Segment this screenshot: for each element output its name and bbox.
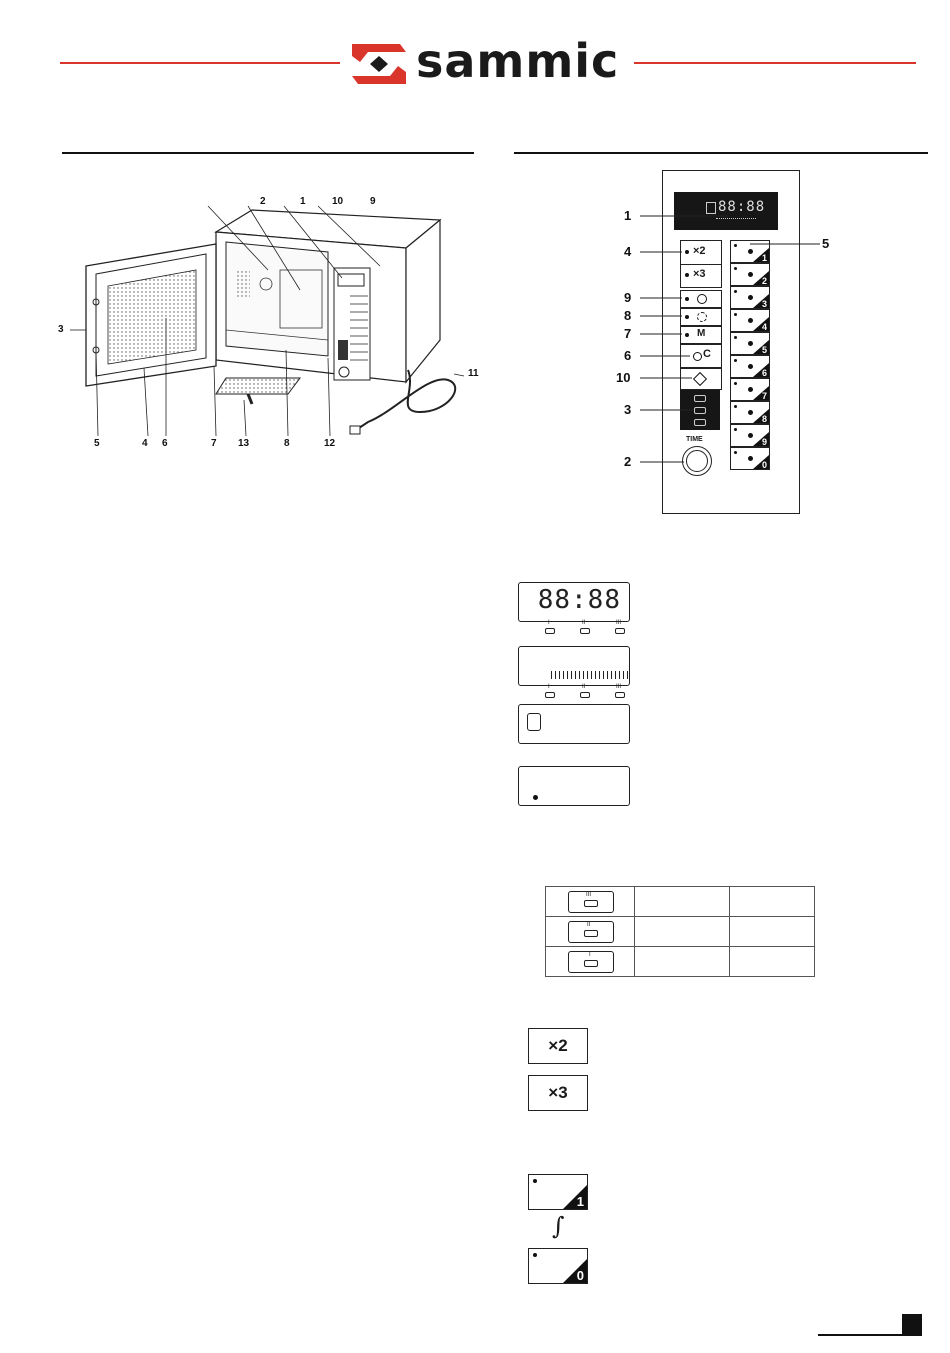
example-number-key-0 [528, 1248, 588, 1284]
oven-callout-7: 7 [211, 438, 217, 449]
key-led-dot [533, 1179, 537, 1183]
oven-callout-1: 1 [300, 196, 306, 207]
table-cell [635, 917, 730, 947]
power-indicator-i: I [548, 620, 550, 626]
example-power-indicators-2 [540, 686, 640, 700]
sammic-logo-mark [348, 38, 410, 90]
panel-callout-2: 2 [624, 454, 632, 469]
power-key-iii [568, 891, 614, 913]
table-cell-icon [546, 947, 635, 977]
panel-callout-6: 6 [624, 348, 632, 363]
table-cell [730, 887, 815, 917]
power-key-iii-label: III [586, 892, 592, 898]
power-level-table [545, 886, 815, 977]
table-row [546, 947, 815, 977]
example-x2-key [528, 1028, 588, 1064]
dish-icon [584, 960, 598, 967]
panel-number-key-label: 5 [761, 345, 767, 355]
example-display-time [518, 582, 630, 622]
power-key-i-label: I [589, 952, 591, 958]
panel-number-key-label: 7 [761, 391, 767, 401]
panel-clear-label: C [703, 348, 711, 360]
oven-callout-9: 9 [370, 196, 376, 207]
example-x3-label: ×3 [548, 1083, 568, 1102]
oven-callout-13: 13 [238, 438, 250, 449]
table-row [546, 887, 815, 917]
panel-x2-label: ×2 [693, 245, 706, 257]
oven-callout-12: 12 [324, 438, 336, 449]
panel-number-key-label: 2 [761, 276, 767, 286]
panel-callout-4: 4 [624, 244, 632, 259]
header-rule-right [634, 62, 916, 64]
power-indicator-ii-icon [580, 628, 590, 634]
panel-number-key-label: 3 [761, 299, 767, 309]
panel-callout-1: 1 [624, 208, 632, 223]
brand-name: sammic [416, 34, 620, 88]
panel-callout-7: 7 [624, 326, 632, 341]
table-cell-icon [546, 887, 635, 917]
oven-callout-2: 2 [260, 196, 266, 207]
panel-callout-10: 10 [616, 370, 631, 385]
panel-callout-3: 3 [624, 402, 632, 417]
panel-number-key-label: 8 [761, 414, 767, 424]
panel-memory-label: M [697, 328, 706, 339]
footer-rule [818, 1334, 902, 1336]
example-display-program [518, 704, 630, 744]
table-cell [635, 887, 730, 917]
panel-callout-9: 9 [624, 290, 632, 305]
oven-callout-10: 10 [332, 196, 344, 207]
example-display-levels [518, 646, 630, 686]
program-icon [527, 713, 541, 731]
power-indicator-2-i-icon [545, 692, 555, 698]
oven-callout-6: 6 [162, 438, 168, 449]
example-x3-key [528, 1075, 588, 1111]
section-rule-right [514, 152, 928, 154]
power-indicator-iii-icon [615, 628, 625, 634]
oven-callout-11: 11 [468, 368, 479, 379]
power-key-ii-label: II [587, 922, 591, 928]
page-marker [902, 1314, 922, 1336]
oven-illustration [56, 190, 486, 460]
dish-icon [584, 930, 598, 937]
indicator-dot-icon [533, 795, 538, 800]
power-indicator-2-iii: III [616, 684, 622, 690]
sammic-logo [348, 36, 628, 92]
key-led-dot [533, 1253, 537, 1257]
panel-leader-lines [610, 168, 850, 518]
example-display-digits: 88:88 [537, 585, 621, 615]
panel-number-key-label: 6 [761, 368, 767, 378]
table-cell [730, 917, 815, 947]
power-key-i [568, 951, 614, 973]
panel-callout-5: 5 [822, 236, 830, 251]
example-x2-label: ×2 [548, 1036, 568, 1055]
range-sign: ∫ [552, 1212, 565, 1240]
example-key-1-label: 1 [576, 1194, 584, 1209]
oven-callout-3: 3 [58, 324, 64, 335]
panel-time-label: TIME [686, 436, 703, 443]
power-indicator-2-ii: II [582, 684, 586, 690]
power-indicator-2-iii-icon [615, 692, 625, 698]
header-rule-left [60, 62, 340, 64]
oven-drawing [56, 190, 486, 460]
power-indicator-i-icon [545, 628, 555, 634]
dish-icon [584, 900, 598, 907]
table-cell [730, 947, 815, 977]
example-power-indicators-1 [540, 622, 640, 636]
panel-number-key-label: 4 [761, 322, 767, 332]
power-indicator-2-i: I [548, 684, 550, 690]
oven-callout-8: 8 [284, 438, 290, 449]
example-number-key-1 [528, 1174, 588, 1210]
oven-callout-5: 5 [94, 438, 100, 449]
panel-number-key-label: 0 [761, 460, 767, 470]
table-cell [635, 947, 730, 977]
table-cell-icon [546, 917, 635, 947]
control-panel-diagram [610, 168, 850, 518]
example-key-0-label: 0 [576, 1268, 584, 1283]
power-indicator-iii: III [616, 620, 622, 626]
table-row [546, 917, 815, 947]
oven-callout-4: 4 [142, 438, 148, 449]
panel-number-key-label: 1 [761, 253, 767, 263]
panel-display-digits: 88:88 [718, 199, 766, 215]
example-display-dot [518, 766, 630, 806]
power-indicator-2-ii-icon [580, 692, 590, 698]
panel-callout-8: 8 [624, 308, 632, 323]
panel-number-key-label: 9 [761, 437, 767, 447]
power-key-ii [568, 921, 614, 943]
level-segments [549, 671, 629, 679]
power-indicator-ii: II [582, 620, 586, 626]
section-rule-left [62, 152, 474, 154]
panel-x3-label: ×3 [693, 268, 706, 280]
